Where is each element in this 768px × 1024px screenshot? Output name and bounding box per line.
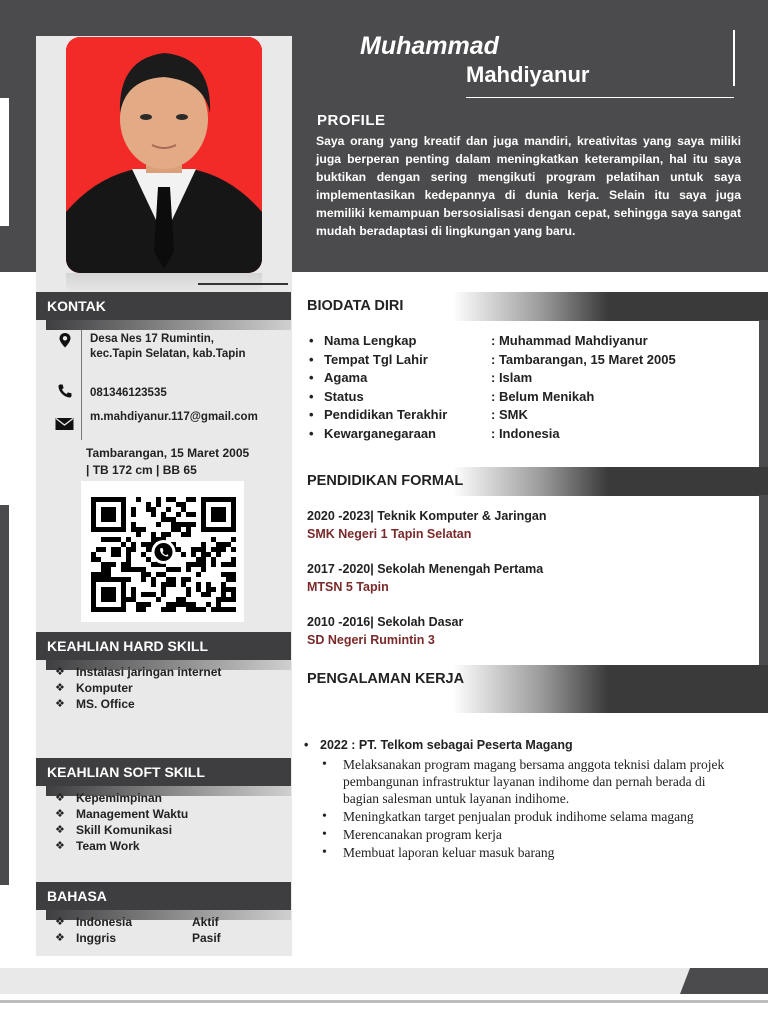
list-item: • Membuat laporan keluar masuk barang [322,844,732,861]
profile-text: Saya orang yang kreatif dan juga mandiri, kreativitas yang saya miliki juga berperan penting dalam meningkatkan keterampilan, hal itu saya buktikan dengan sering mengikuti program pelatihan untuk saya implementasikan kedepannya di dunia kerja. Selain itu saya juga memiliki kemampuan bersosialisasi dengan cepat, sehingga saya sangat mudah beradaptasi di lingkungan yang baru. [316,134,741,238]
list-item: • Melaksanakan program magang bersama anggota teknisi dalam projek pembangunan infrastruktur layanan indihome dan pernah berada di bagian salesman untuk layanan indihome. [322,756,732,807]
qr-code-icon [81,481,244,622]
language-level: Pasif [192,931,221,945]
language-level: Aktif [192,915,219,929]
biodata-value: : SMK [491,407,528,422]
list-item: ❖ Management Waktu [55,806,188,822]
list-item: ❖ Skill Komunikasi [55,822,188,838]
contact-address-line1: Desa Nes 17 Rumintin, [90,333,214,345]
list-item: ❖ Komputer [55,680,221,696]
name-divider-vertical [733,30,735,86]
contact-email[interactable]: m.mahdiyanur.117@gmail.com [90,411,258,423]
birth-line-1: Tambarangan, 15 Maret 2005 [86,446,250,460]
education-school: SMK Negeri 1 Tapin Selatan [307,527,472,541]
education-school: SD Negeri Rumintin 3 [307,633,435,647]
contact-divider [81,330,82,440]
photo-divider [198,283,288,285]
biodata-value: : Muhammad Mahdiyanur [491,333,648,348]
work-main-text: 2022 : PT. Telkom sebagai Peserta Magang [320,738,573,752]
biodata-value: : Tambarangan, 15 Maret 2005 [491,352,676,367]
biodata-row: • Pendidikan Terakhir : SMK [309,406,528,425]
biodata-row: • Status : Belum Menikah [309,388,594,407]
list-item: ❖ Inggris [55,930,132,946]
list-item: ❖ Team Work [55,838,188,854]
left-edge-decoration-lower [0,505,9,885]
phone-icon [57,383,73,399]
biodata-value: : Belum Menikah [491,389,595,404]
contact-phone[interactable]: 081346123535 [90,387,167,399]
hard-skill-heading: KEAHLIAN HARD SKILL [36,632,291,660]
contact-heading: KONTAK [36,292,291,320]
footer-band [0,968,768,994]
biodata-key: Kewarganegaraan [324,426,436,441]
contact-heading-underline [46,320,291,330]
list-item: ❖ MS. Office [55,696,221,712]
education-school: MTSN 5 Tapin [307,580,389,594]
soft-skill-heading: KEAHLIAN SOFT SKILL [36,758,291,786]
whatsapp-qr-code[interactable] [81,481,244,622]
name-divider-horizontal [466,97,734,98]
education-side-bar [759,495,768,665]
name-first: Muhammad [360,32,499,60]
biodata-value: : Islam [491,370,533,385]
profile-title: PROFILE [317,112,386,129]
biodata-row: • Tempat Tgl Lahir : Tambarangan, 15 Maret 2005 [309,351,676,370]
name-last: Mahdiyanur [466,62,590,87]
language-list [55,914,132,946]
biodata-row: • Nama Lengkap : Muhammad Mahdiyanur [309,332,648,351]
soft-skill-list [55,790,188,854]
location-icon [57,332,73,348]
education-period: 2010 -2016| Sekolah Dasar [307,615,464,629]
list-item: ❖ Kepemimpinan [55,790,188,806]
biodata-row: • Kewarganegaraan : Indonesia [309,425,560,444]
footer-dark-tab [680,968,768,994]
education-period: 2020 -2023| Teknik Komputer & Jaringan [307,509,547,523]
list-item: ❖ Instalasi jaringan internet [55,664,221,680]
biodata-key: Pendidikan Terakhir [324,407,448,422]
work-heading: PENGALAMAN KERJA [297,665,768,713]
biodata-heading: BIODATA DIRI [297,292,768,321]
list-item: ❖ Indonesia [55,914,132,930]
education-period: 2017 -2020| Sekolah Menengah Pertama [307,562,544,576]
contact-address-line2: kec.Tapin Selatan, kab.Tapin [90,348,246,360]
language-heading: BAHASA [36,882,291,910]
biodata-key: Nama Lengkap [324,333,417,348]
education-heading: PENDIDIKAN FORMAL [297,467,768,496]
person-portrait-icon [66,37,262,273]
biodata-value: : Indonesia [491,426,560,441]
email-icon [55,416,74,432]
hard-skill-list [55,664,221,712]
list-item: • Merencanakan program kerja [322,826,732,843]
profile-photo [66,37,262,273]
biodata-key: Tempat Tgl Lahir [324,352,428,367]
work-task-list [322,756,732,862]
footer-line [0,1000,768,1003]
contact-birth-info [86,445,249,479]
birth-line-2: | TB 172 cm | BB 65 [86,463,197,477]
biodata-key: Agama [324,370,368,385]
biodata-row: • Agama : Islam [309,369,532,388]
work-main-entry: • 2022 : PT. Telkom sebagai Peserta Magang [304,738,573,752]
list-item: • Meningkatkan target penjualan produk indihome selama magang [322,808,732,825]
left-edge-decoration [0,98,9,226]
biodata-side-bar [759,320,768,467]
biodata-key: Status [324,389,364,404]
